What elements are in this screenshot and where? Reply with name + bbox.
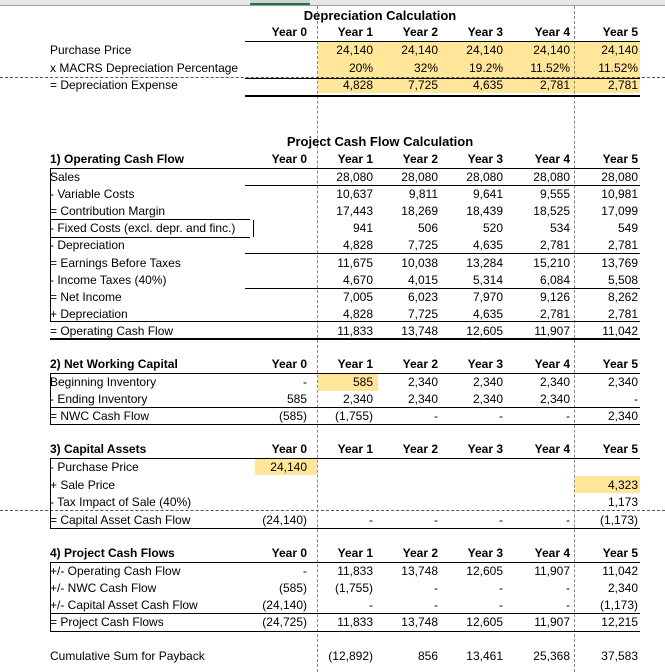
payback-value[interactable]: 25,368 [533,649,570,663]
value-cell[interactable]: 24,140 [533,43,570,57]
nwc-header-year-5: Year 5 [602,357,638,371]
row-label: Purchase Price [50,43,132,57]
value-cell[interactable]: 9,555 [539,186,570,201]
cap-header-year-4: Year 4 [534,442,570,456]
section-operating-cash-flow: 1) Operating Cash Flow [50,152,185,166]
value-cell[interactable]: 13,748 [401,563,438,578]
cell-border [50,373,51,424]
payback-label: Cumulative Sum for Payback [50,649,205,663]
depr-header-year-2: Year 2 [402,25,438,39]
value-cell[interactable]: 4,323 [607,477,638,492]
cap-header-year-1: Year 1 [337,442,373,456]
value-cell[interactable] [247,203,307,220]
value-cell[interactable] [247,220,307,237]
row-label: +/- NWC Cash Flow [50,580,157,595]
cell-border [253,220,254,237]
value-cell[interactable]: 28,080 [401,169,438,184]
row-label: +/- Capital Asset Cash Flow [50,597,198,612]
value-cell[interactable] [247,237,307,254]
value-cell[interactable]: 2,781 [607,78,638,92]
value-cell[interactable]: 585 [352,374,373,389]
value-cell[interactable] [247,169,307,186]
cell-border [245,95,640,97]
ocf-header-year-4: Year 4 [534,152,570,166]
column-header-strip[interactable] [0,0,665,6]
row-label: - Tax Impact of Sale (40%) [50,495,192,509]
value-cell[interactable]: 11.52% [530,60,570,75]
value-cell[interactable]: 24,140 [270,460,307,474]
cell-border [50,321,640,322]
depr-header-year-4: Year 4 [534,25,570,39]
cap-header-year-0: Year 0 [271,442,307,456]
value-cell[interactable]: 19.2% [468,60,503,75]
payback-value[interactable]: 37,583 [601,649,638,663]
value-cell[interactable]: 10,038 [401,255,438,270]
value-cell[interactable]: 4,828 [342,307,373,322]
value-cell[interactable]: 7,725 [407,78,438,92]
project-cash-flow-title: Project Cash Flow Calculation [286,134,474,149]
cell-border [245,185,640,186]
value-cell[interactable]: 2,781 [539,238,570,253]
value-cell[interactable]: 9,641 [472,186,503,201]
value-cell[interactable]: 11,675 [337,255,373,270]
cell-border [50,407,640,408]
value-cell[interactable]: - [303,563,307,578]
cell-border [50,562,51,631]
cell-border [50,528,640,529]
value-cell[interactable]: 2,340 [607,374,638,389]
row-label: - Ending Inventory [50,391,148,406]
value-cell[interactable]: - [434,597,438,612]
value-cell[interactable]: 11.52% [598,60,638,75]
value-cell[interactable] [313,494,373,511]
value-cell[interactable] [247,272,307,289]
value-cell[interactable]: (585) [278,408,307,423]
value-cell[interactable] [510,494,570,511]
value-cell[interactable]: 549 [617,221,638,236]
value-cell[interactable] [378,459,438,476]
row-label: Beginning Inventory [50,374,157,389]
value-cell[interactable] [247,255,307,272]
value-cell[interactable]: 13,284 [466,255,503,270]
value-cell[interactable]: 4,635 [472,238,503,253]
depr-header-year-3: Year 3 [467,25,503,39]
value-cell[interactable]: (1,755) [334,580,373,595]
cell-border [245,78,640,79]
value-cell[interactable]: (24,140) [262,512,307,527]
row-label: = Depreciation Expense [50,78,178,92]
value-cell[interactable] [247,77,307,94]
value-cell[interactable] [247,477,307,494]
value-cell[interactable]: - [369,597,373,612]
ocf-header-year-0: Year 0 [271,152,307,166]
value-cell[interactable]: 18,439 [466,203,503,218]
value-cell[interactable] [443,459,503,476]
nwc-header-year-4: Year 4 [534,357,570,371]
value-cell[interactable]: 5,314 [472,272,503,287]
value-cell[interactable]: - [499,597,503,612]
value-cell[interactable]: 506 [417,221,438,236]
nwc-header-year-0: Year 0 [271,357,307,371]
cap-header-year-2: Year 2 [402,442,438,456]
value-cell[interactable]: 6,023 [407,289,438,304]
payback-value[interactable]: (12,892) [328,649,373,663]
row-label: x MACRS Depreciation Percentage [50,60,239,75]
value-cell[interactable]: 18,269 [401,203,438,218]
pcf-header-year-5: Year 5 [602,546,638,560]
row-label: + Depreciation [50,307,128,322]
row-label: = Project Cash Flows [50,615,164,630]
depr-header-year-0: Year 0 [271,25,307,39]
value-cell[interactable]: 12,605 [466,324,503,339]
value-cell[interactable]: 585 [286,391,307,406]
value-cell[interactable]: 11,907 [534,615,570,630]
value-cell[interactable]: 28,080 [601,169,638,184]
pcf-header-year-0: Year 0 [271,546,307,560]
value-cell[interactable]: 520 [482,221,503,236]
value-cell[interactable]: 2,340 [607,408,638,423]
value-cell[interactable]: 24,140 [466,43,503,57]
value-cell[interactable]: 11,907 [534,563,570,578]
value-cell[interactable]: 4,015 [407,272,438,287]
section-capital-assets: 3) Capital Assets [50,442,147,456]
value-cell[interactable]: 4,828 [342,78,373,92]
value-cell[interactable]: - [499,580,503,595]
value-cell[interactable]: 11,833 [337,563,373,578]
value-cell[interactable]: 9,126 [539,289,570,304]
value-cell[interactable]: - [634,391,638,406]
depr-header-year-5: Year 5 [602,25,638,39]
cell-border [245,288,640,289]
row-label: - Depreciation [50,238,125,253]
row-label: - Variable Costs [50,186,135,201]
value-cell[interactable]: 12,605 [466,615,503,630]
value-cell[interactable]: 28,080 [466,169,503,184]
row-label: = Contribution Margin [50,203,166,218]
nwc-header-year-1: Year 1 [337,357,373,371]
row-label: = Net Income [50,289,122,304]
cell-border [50,424,640,425]
value-cell[interactable]: (1,755) [334,408,373,423]
value-cell[interactable]: 2,781 [539,307,570,322]
value-cell[interactable]: 7,005 [342,289,373,304]
nwc-header-year-3: Year 3 [467,357,503,371]
value-cell[interactable]: - [499,512,503,527]
value-cell[interactable] [510,477,570,494]
value-cell[interactable]: 13,748 [401,615,438,630]
value-cell[interactable] [313,477,373,494]
value-cell[interactable]: 4,670 [342,272,373,287]
value-cell[interactable]: 12,215 [601,615,638,630]
value-cell[interactable] [378,477,438,494]
value-cell[interactable] [510,459,570,476]
depreciation-title: Depreciation Calculation [303,8,457,23]
value-cell[interactable]: 2,340 [407,374,438,389]
value-cell[interactable]: 4,828 [342,238,373,253]
value-cell[interactable]: 32% [413,60,438,75]
value-cell[interactable]: 11,042 [602,324,638,339]
cell-border [50,237,250,238]
pcf-header-year-2: Year 2 [402,546,438,560]
cell-border [50,219,250,220]
value-cell[interactable] [443,494,503,511]
value-cell[interactable]: 2,340 [407,391,438,406]
value-cell[interactable]: 17,443 [336,203,373,218]
cell-border [50,631,640,632]
row-label: = Earnings Before Taxes [50,255,181,270]
value-cell[interactable]: - [434,408,438,423]
ocf-header-year-2: Year 2 [402,152,438,166]
value-cell[interactable]: (585) [278,580,307,595]
value-cell[interactable]: 4,635 [472,307,503,322]
row-label: Sales [50,169,81,184]
payback-value[interactable] [247,648,307,665]
payback-value[interactable]: 856 [417,649,438,663]
value-cell[interactable]: 18,525 [533,203,570,218]
value-cell[interactable]: 6,084 [539,272,570,287]
value-cell[interactable]: 20% [348,60,373,75]
section-project-cash-flows: 4) Project Cash Flows [50,546,175,560]
value-cell[interactable]: 13,748 [401,324,438,339]
selected-column-indicator [250,0,310,5]
cell-border [0,510,665,511]
value-cell[interactable]: 2,340 [607,580,638,595]
cell-border [50,613,640,614]
value-cell[interactable]: 7,970 [472,289,503,304]
payback-value[interactable]: 13,461 [466,649,503,663]
value-cell[interactable] [247,42,307,59]
cap-header-year-5: Year 5 [602,442,638,456]
row-label: + Sale Price [50,477,116,492]
value-cell[interactable] [247,60,307,77]
value-cell[interactable]: 11,833 [337,324,373,339]
section-net-working-capital: 2) Net Working Capital [50,357,178,371]
value-cell[interactable]: 7,725 [407,238,438,253]
value-cell[interactable]: 24,140 [401,43,438,57]
value-cell[interactable] [247,494,307,511]
value-cell[interactable]: (24,725) [262,615,307,630]
value-cell[interactable]: 2,340 [539,374,570,389]
row-label: = Capital Asset Cash Flow [50,512,191,527]
value-cell[interactable]: 15,210 [533,255,570,270]
cell-border [50,338,640,340]
value-cell[interactable]: - [434,512,438,527]
value-cell[interactable]: 2,340 [472,374,503,389]
value-cell[interactable]: 11,907 [534,324,570,339]
pcf-header-year-4: Year 4 [534,546,570,560]
row-label: +/- Operating Cash Flow [50,563,181,578]
cell-border [50,168,51,321]
value-cell[interactable]: 2,781 [607,307,638,322]
row-label: = NWC Cash Flow [50,408,150,423]
value-cell[interactable] [247,289,307,306]
ocf-header-year-5: Year 5 [602,152,638,166]
cap-header-year-3: Year 3 [467,442,503,456]
value-cell[interactable]: 1,173 [607,495,638,509]
value-cell[interactable]: 28,080 [336,169,373,184]
value-cell[interactable]: 10,637 [336,186,373,201]
value-cell[interactable]: (24,140) [262,597,307,612]
value-cell[interactable]: - [566,408,570,423]
value-cell[interactable] [578,459,638,476]
value-cell[interactable]: - [566,512,570,527]
value-cell[interactable]: 8,262 [607,289,638,304]
row-label: - Income Taxes (40%) [50,272,167,287]
cell-border [245,253,640,254]
value-cell[interactable]: - [566,580,570,595]
ocf-header-year-3: Year 3 [467,152,503,166]
value-cell[interactable] [247,186,307,203]
value-cell[interactable]: (1,173) [599,512,638,527]
row-label: = Operating Cash Flow [50,324,174,339]
value-cell[interactable]: 4,635 [472,78,503,92]
value-cell[interactable] [378,494,438,511]
value-cell[interactable]: 2,340 [342,391,373,406]
ocf-header-year-1: Year 1 [337,152,373,166]
value-cell[interactable]: 2,340 [472,391,503,406]
value-cell[interactable]: - [369,512,373,527]
value-cell[interactable]: 11,833 [337,615,373,630]
value-cell[interactable]: 534 [549,221,570,236]
value-cell[interactable]: - [566,597,570,612]
cell-border [50,458,51,528]
value-cell[interactable]: 28,080 [533,169,570,184]
value-cell[interactable]: 11,042 [602,563,638,578]
value-cell[interactable]: 2,781 [607,238,638,253]
value-cell[interactable]: 7,725 [407,307,438,322]
pcf-header-year-3: Year 3 [467,546,503,560]
depr-header-year-1: Year 1 [337,25,373,39]
value-cell[interactable]: 24,140 [336,43,373,57]
pcf-header-year-1: Year 1 [337,546,373,560]
value-cell[interactable]: (1,173) [599,597,638,612]
value-cell[interactable]: 2,781 [539,78,570,92]
value-cell[interactable]: - [303,374,307,389]
row-label: - Purchase Price [50,460,139,474]
value-cell[interactable]: 24,140 [601,43,638,57]
value-cell[interactable]: - [499,408,503,423]
value-cell[interactable]: 12,605 [466,563,503,578]
value-cell[interactable]: - [434,580,438,595]
value-cell[interactable]: 5,508 [607,272,638,287]
value-cell[interactable]: 9,811 [408,186,438,201]
value-cell[interactable]: 941 [352,221,373,236]
value-cell[interactable] [443,477,503,494]
value-cell[interactable]: 2,340 [539,391,570,406]
value-cell[interactable]: 13,769 [601,255,638,270]
value-cell[interactable]: 17,099 [601,203,638,218]
row-label: - Fixed Costs (excl. depr. and finc.) [50,221,236,236]
value-cell[interactable]: 10,981 [601,186,638,201]
nwc-header-year-2: Year 2 [402,357,438,371]
value-cell[interactable] [313,459,373,476]
